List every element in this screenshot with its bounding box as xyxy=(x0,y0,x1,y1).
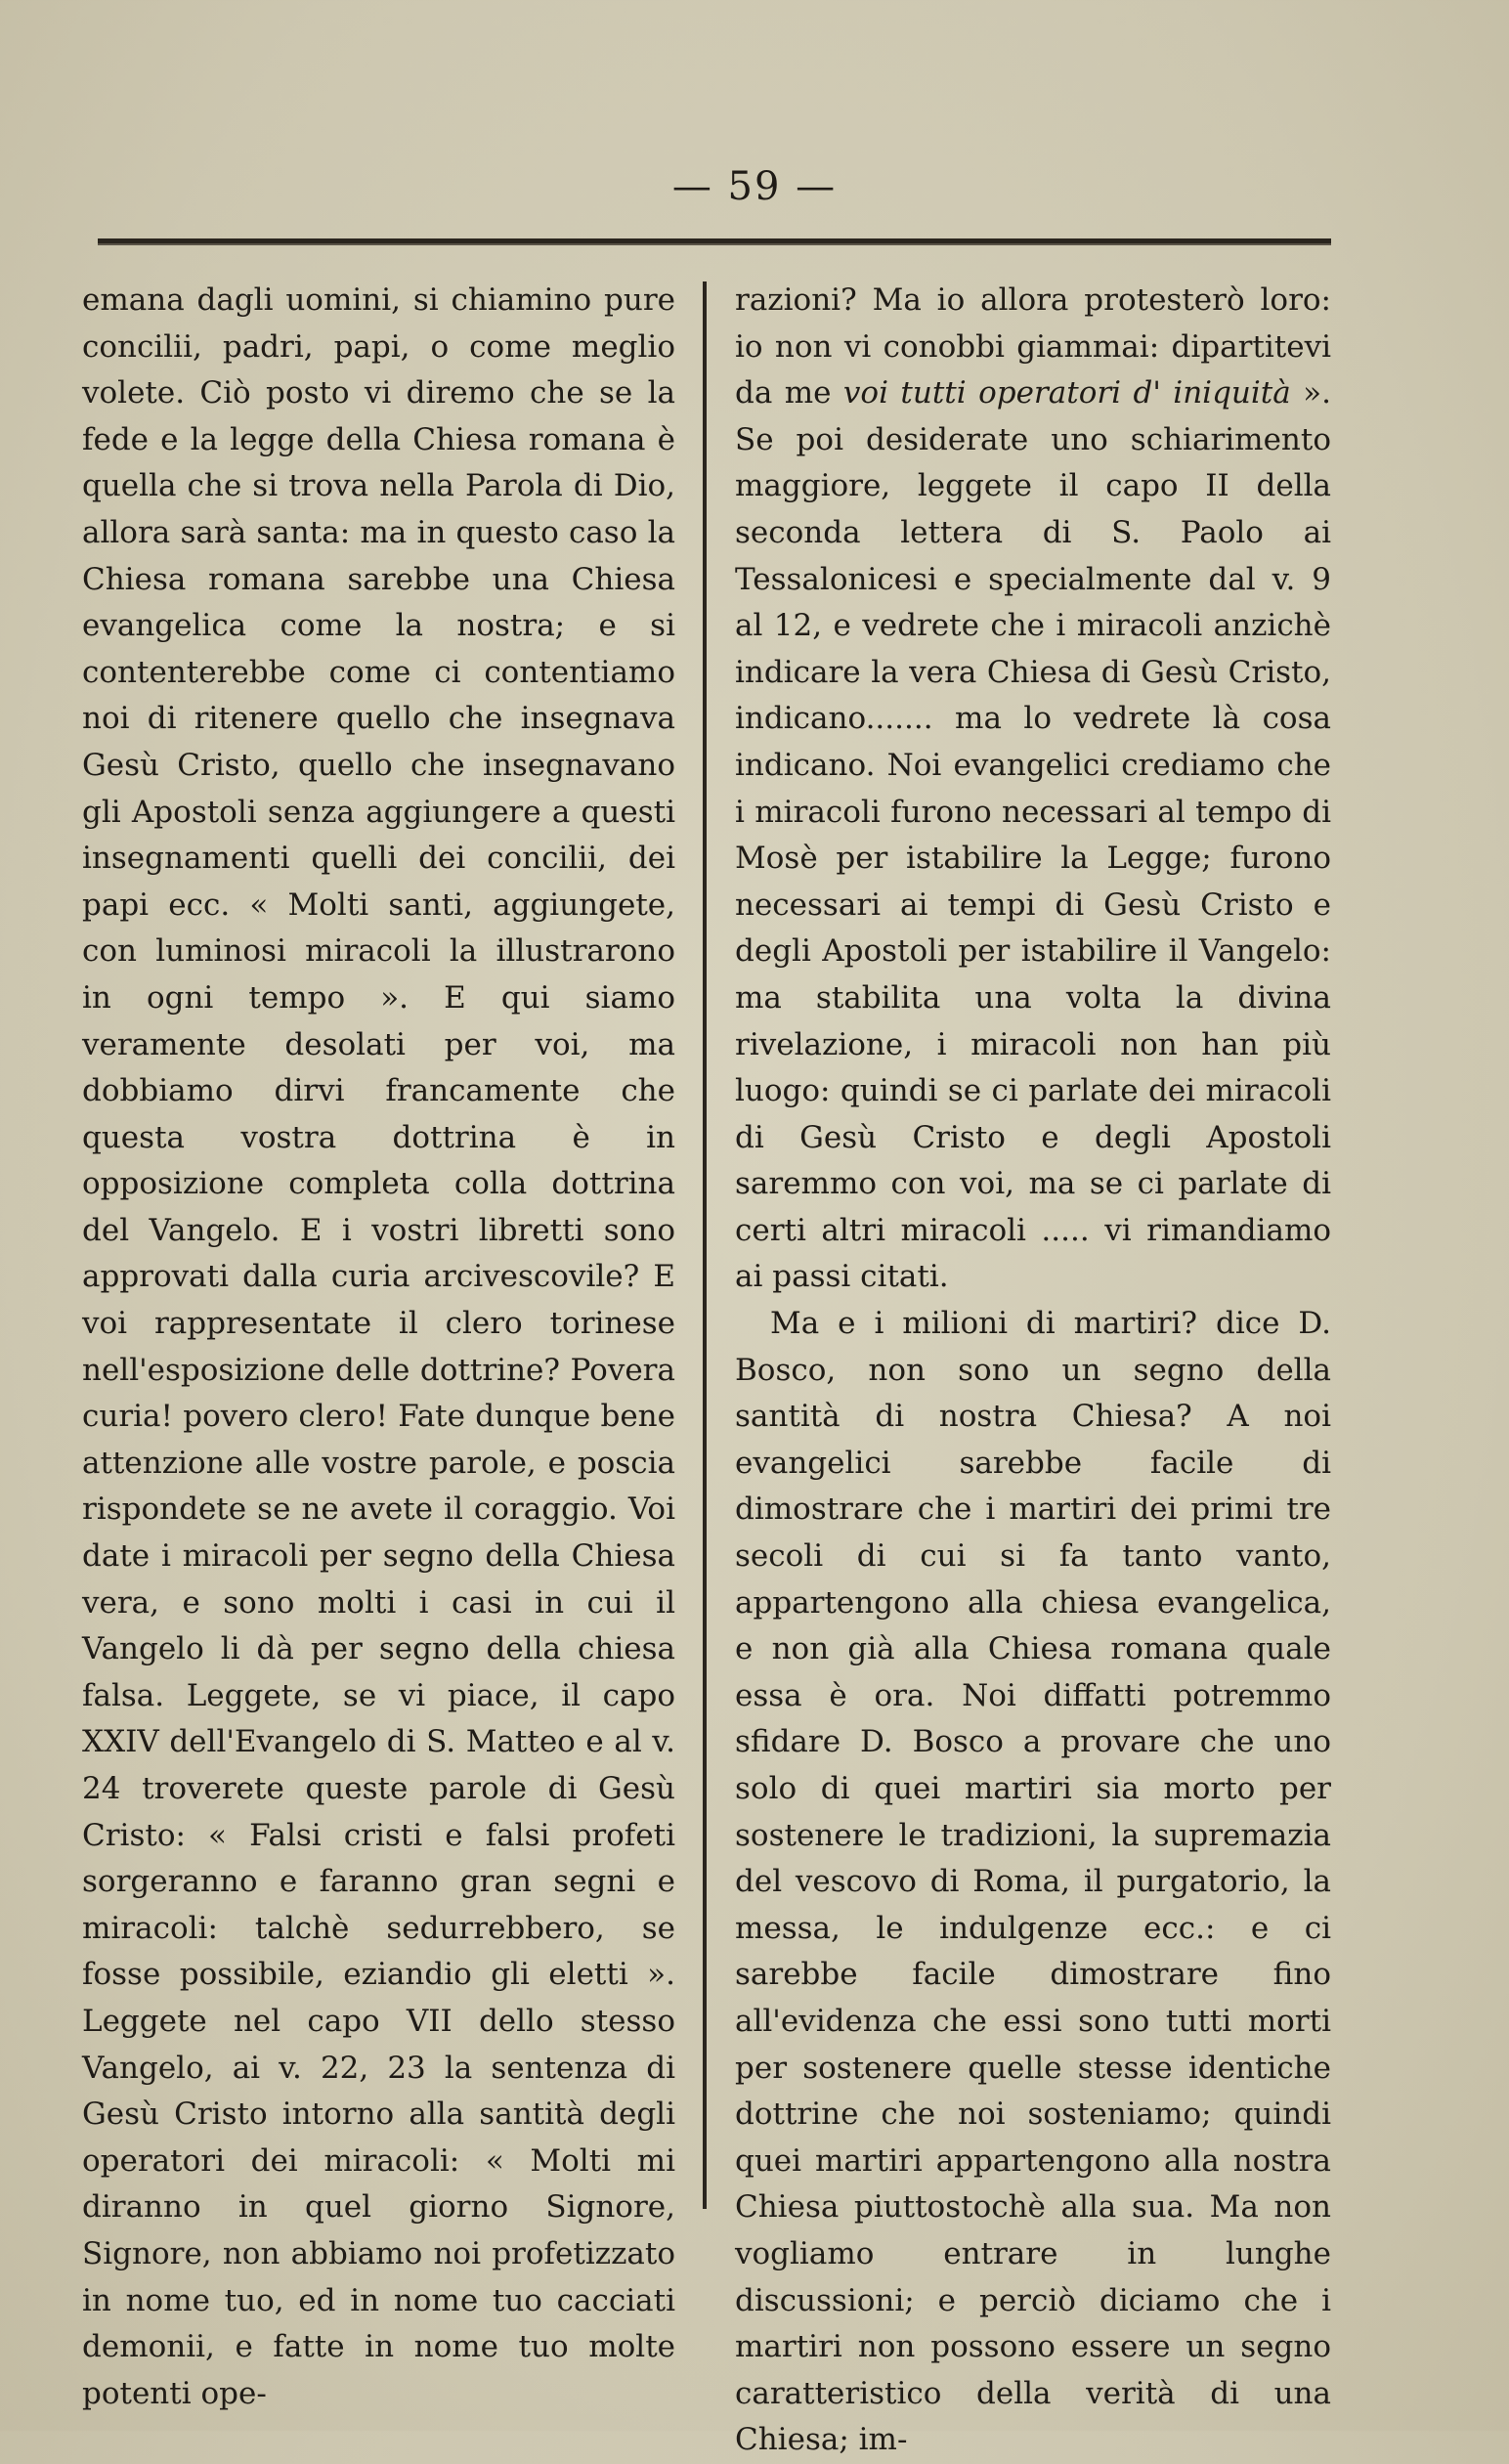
column-divider xyxy=(703,281,707,2209)
page-number: — 59 — xyxy=(671,164,838,209)
left-column xyxy=(82,278,675,2417)
right-paragraph-1 xyxy=(735,278,1331,1301)
header-rule xyxy=(98,238,1331,245)
left-paragraph-1: emana dagli uomini, si chiamino pure concilii, padri, papi, o come meglio volete. Ciò posto vi diremo che se la fede e la legge della Chiesa romana è quella che si trova nella Parola di Dio, allora sarà santa: ma in questo caso la Chiesa romana sarebbe una Chiesa evangelica come la nostra; e si contenterebbe come ci contentiamo noi di ritenere quello che insegnava Gesù Cristo, quello che insegnavano gli Apostoli senza aggiungere a questi insegnamenti quelli dei concilii, dei papi ecc. « Molti santi, aggiungete, con luminosi miracoli la illustrarono in ogni tempo ». E qui siamo veramente desolati per voi, ma dobbiamo dirvi francamente che questa vostra dottrina è in opposizione completa colla dottrina del Vangelo. E i vostri libretti sono approvati dalla curia arcivescovile? E voi rappresentate il clero torinese nell'esposizione delle dottrine? Povera curia! povero clero! Fate dunque bene attenzione alle vostre parole, e poscia rispondete se ne avete il coraggio. Voi date i miracoli per segno della Chiesa vera, e sono molti i casi in cui il Vangelo li dà per segno della chiesa falsa. Leggete, se vi piace, il capo XXIV dell'Evangelo di S. Matteo e al v. 24 troverete queste parole di Gesù Cristo: « Falsi cristi e falsi profeti sorgeranno e faranno gran segni e miracoli: talchè sedurrebbero, se fosse possibile, eziandio gli eletti ». Leggete nel capo VII dello stesso Vangelo, ai v. 22, 23 la sentenza di Gesù Cristo intorno alla santità degli operatori dei miracoli: « Molti mi diranno in quel giorno Signore, Signore, non abbiamo noi profetizzato in nome tuo, ed in nome tuo cacciati demonii, e fatte in nome tuo molte potenti ope- xyxy=(82,282,675,2411)
right-paragraph-1-italic: voi tutti operatori d' iniquità xyxy=(842,375,1291,411)
right-paragraph-1-end: ». Se poi desiderate uno schiarimento maggiore, leggete il capo II della seconda lettera di S. Paolo ai Tessalonicesi e specialmente dal v. 9 al 12, e vedrete che i miracoli anzichè indicare la vera Chiesa di Gesù Cristo, indicano....... ma lo vedrete là cosa indicano. Noi evangelici crediamo che i miracoli furono necessari al tempo di Mosè per istabilire la Legge; furono necessari ai tempi di Gesù Cristo e degli Apostoli per istabilire il Vangelo: ma stabilita una volta la divina rivelazione, i miracoli non han più luogo: quindi se ci parlate dei miracoli di Gesù Cristo e degli Apostoli saremmo con voi, ma se ci parlate di certi altri miracoli ..... vi rimandiamo ai passi citati. xyxy=(735,375,1331,1295)
right-paragraph-1-start: razioni? Ma io allora protesterò loro: io non vi conobbi giammai: dipartitevi da me xyxy=(735,282,1331,411)
right-column xyxy=(735,278,1331,2464)
right-paragraph-2: Ma e i milioni di martiri? dice D. Bosco, non sono un segno della santità di nostra Chiesa? A noi evangelici sarebbe facile di dimostrare che i martiri dei primi tre secoli di cui si fa tanto vanto, appartengono alla chiesa evangelica, e non già alla Chiesa romana quale essa è ora. Noi diffatti potremmo sfidare D. Bosco a provare che uno solo di quei martiri sia morto per sostenere le tradizioni, la supremazia del vescovo di Roma, il purgatorio, la messa, le indulgenze ecc.: e ci sarebbe facile dimostrare fino all'evidenza che essi sono tutti morti per sostenere quelle stesse identiche dottrine che noi sosteniamo; quindi quei martiri appartengono alla nostra Chiesa piuttostochè alla sua. Ma non vogliamo entrare in lunghe discussioni; e perciò diciamo che i martiri non possono essere un segno caratteristico della verità di una Chiesa; im- xyxy=(735,1306,1331,2458)
